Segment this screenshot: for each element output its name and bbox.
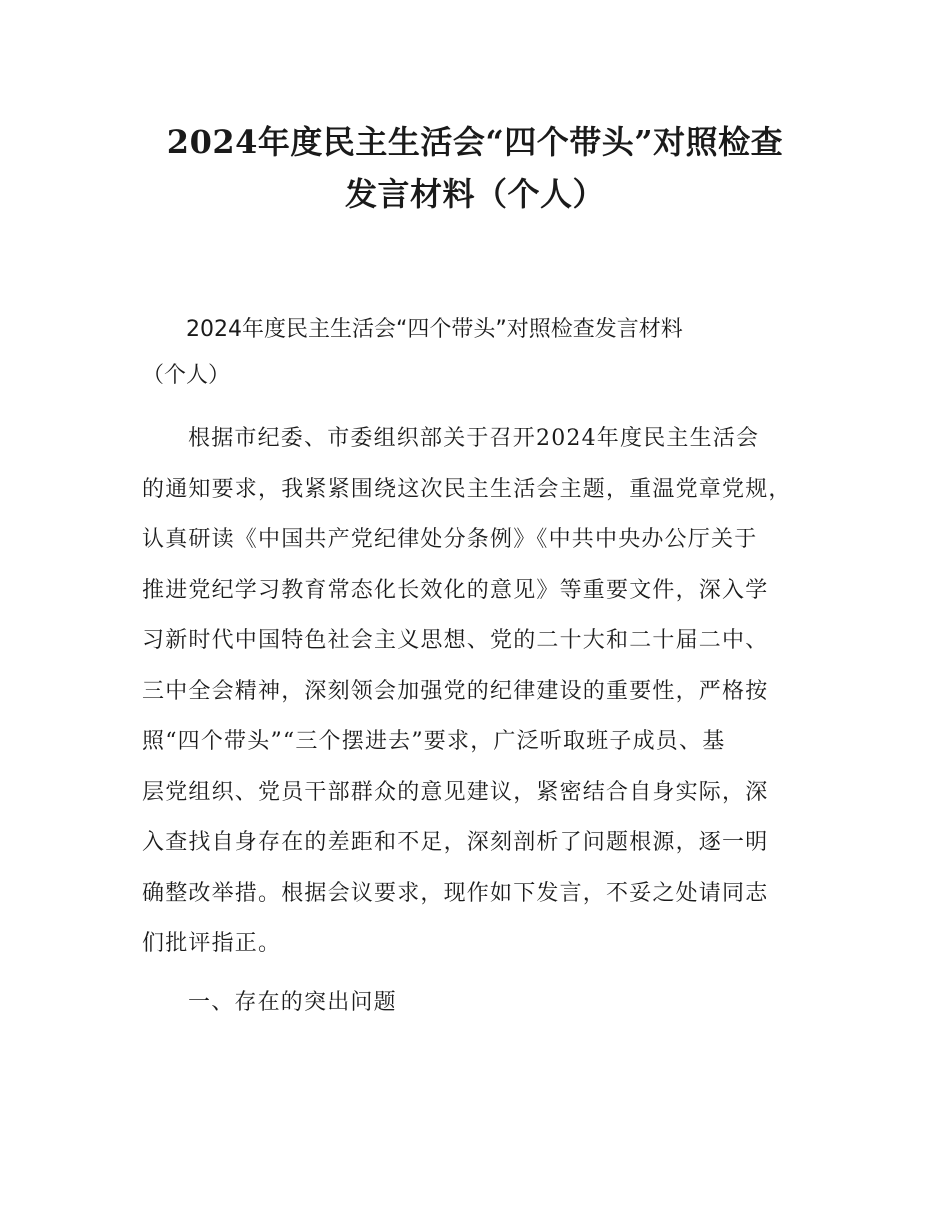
paragraph-line: 三中全会精神，深刻领会加强党的纪律建设的重要性，严格按 <box>142 678 769 704</box>
title-line-2: 发言材料（个人） <box>344 175 605 213</box>
paragraph-line: 确整改举措。根据会议要求，现作如下发言，不妥之处请同志 <box>142 880 769 906</box>
paragraph-line: 认真研读《中国共产党纪律处分条例》《中共中央办公厅关于 <box>142 527 758 552</box>
paragraph-line: 根据市纪委、市委组织部关于召开2024年度民主生活会 <box>188 426 760 451</box>
subtitle-line-2: （个人） <box>142 363 231 388</box>
subtitle-line-1: 2024年度民主生活会“四个带头”对照检查发言材料 <box>186 317 683 342</box>
paragraph-line: 推进党纪学习教育常态化长效化的意见》等重要文件，深入学 <box>142 577 769 603</box>
intro-paragraph <box>142 414 832 970</box>
title-line-1: 2024年度民主生活会“四个带头”对照检查 <box>166 123 784 161</box>
paragraph-line: 习新时代中国特色社会主义思想、党的二十大和二十届二中、 <box>142 628 769 653</box>
document-title <box>100 116 850 220</box>
paragraph-line: 们批评指正。 <box>142 931 282 956</box>
document-subtitle <box>142 307 822 399</box>
paragraph-line: 照“四个带头”“三个摆进去”要求，广泛听取班子成员、基 <box>142 729 726 754</box>
paragraph-line: 入查找自身存在的差距和不足，深刻剖析了问题根源，逐一明 <box>142 830 769 855</box>
paragraph-line: 层党组织、党员干部群众的意见建议，紧密结合自身实际，深 <box>142 779 769 805</box>
section-heading: 一、存在的突出问题 <box>188 990 397 1015</box>
paragraph-line: 的通知要求，我紧紧围绕这次民主生活会主题，重温党章党规， <box>142 476 792 502</box>
